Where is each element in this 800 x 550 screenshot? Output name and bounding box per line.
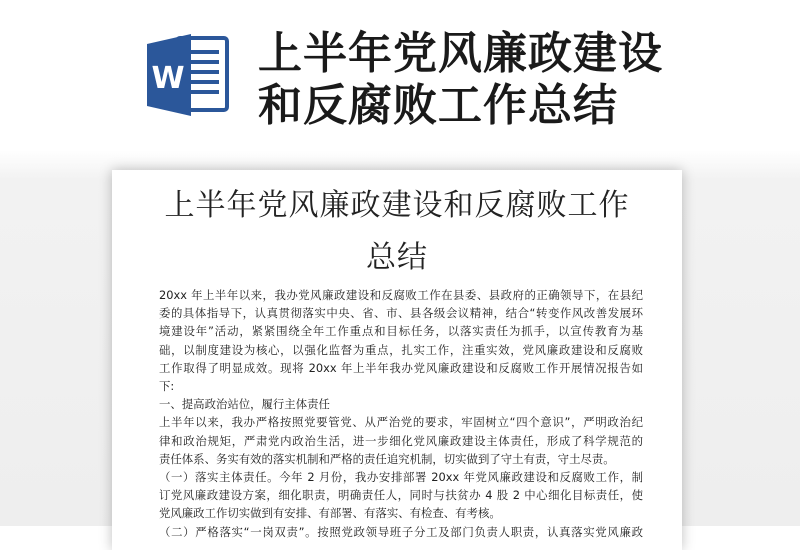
header-title-line-2: 和反腐败工作总结 (258, 80, 618, 131)
document-line: 工作取得了明显成效。现将 20xx 年上半年我办党风廉政建设和反腐败工作开展情况报告如 (159, 360, 643, 375)
document-paragraph (159, 395, 643, 413)
document-line: 委的具体指导下，认真贯彻落实中央、省、市、县各级会议精神，结合“转变作风改善发展环 (159, 306, 643, 321)
document-line: 一、提高政治站位，履行主体责任 (159, 397, 330, 412)
document-line: （一）落实主体责任。今年 2 月份，我办安排部署 20xx 年党风廉政建设和反腐败工作，制 (159, 470, 643, 485)
document-title-line-2: 总结 (366, 240, 428, 275)
document-page (112, 170, 682, 550)
document-line: 律和政治规矩，严肃党内政治生活，进一步细化党风廉政建设主体责任，形成了科学规范的 (159, 433, 643, 448)
document-line: 础，以制度建设为核心，以强化监督为重点，扎实工作，注重实效，党风廉政建设和反腐败 (159, 342, 643, 357)
document-paragraph (159, 468, 643, 541)
document-line: 境建设年”活动，紧紧围绕全年工作重点和目标任务，以落实责任为抓手，以宣传教育为基 (159, 324, 643, 339)
document-title (112, 180, 682, 284)
header-title (258, 28, 778, 132)
document-line: 订党风廉政建设方案，细化职责，明确责任人，同时与扶贫办 4 股 2 中心细化目标责任，使 (159, 488, 643, 503)
word-icon-letter: W (151, 61, 185, 96)
document-line: 党风廉政工作切实做到有安排、有部署、有落实、有检查、有考核。 (159, 506, 501, 521)
document-line: （二）严格落实“一岗双责”。按照党政领导班子分工及部门负责人职责，认真落实党风廉政 (159, 524, 643, 539)
document-title-line-1: 上半年党风廉政建设和反腐败工作 (164, 188, 630, 223)
document-line: 责任体系、务实有效的落实机制和严格的责任追究机制，切实做到了守土有责，守土尽责。 (159, 451, 615, 466)
header-banner (0, 0, 800, 170)
header-title-line-1: 上半年党风廉政建设 (258, 28, 663, 79)
document-line: 20xx 年上半年以来，我办党风廉政建设和反腐败工作在县委、县政府的正确领导下，在县纪 (159, 288, 643, 302)
document-paragraph (159, 286, 643, 395)
document-paragraph (159, 413, 643, 468)
document-body (159, 286, 643, 541)
document-line: 下: (159, 379, 175, 394)
document-line: 上半年以来，我办严格按照党要管党、从严治党的要求，牢固树立“四个意识”，严明政治纪 (159, 415, 643, 430)
word-document-icon (143, 30, 233, 120)
